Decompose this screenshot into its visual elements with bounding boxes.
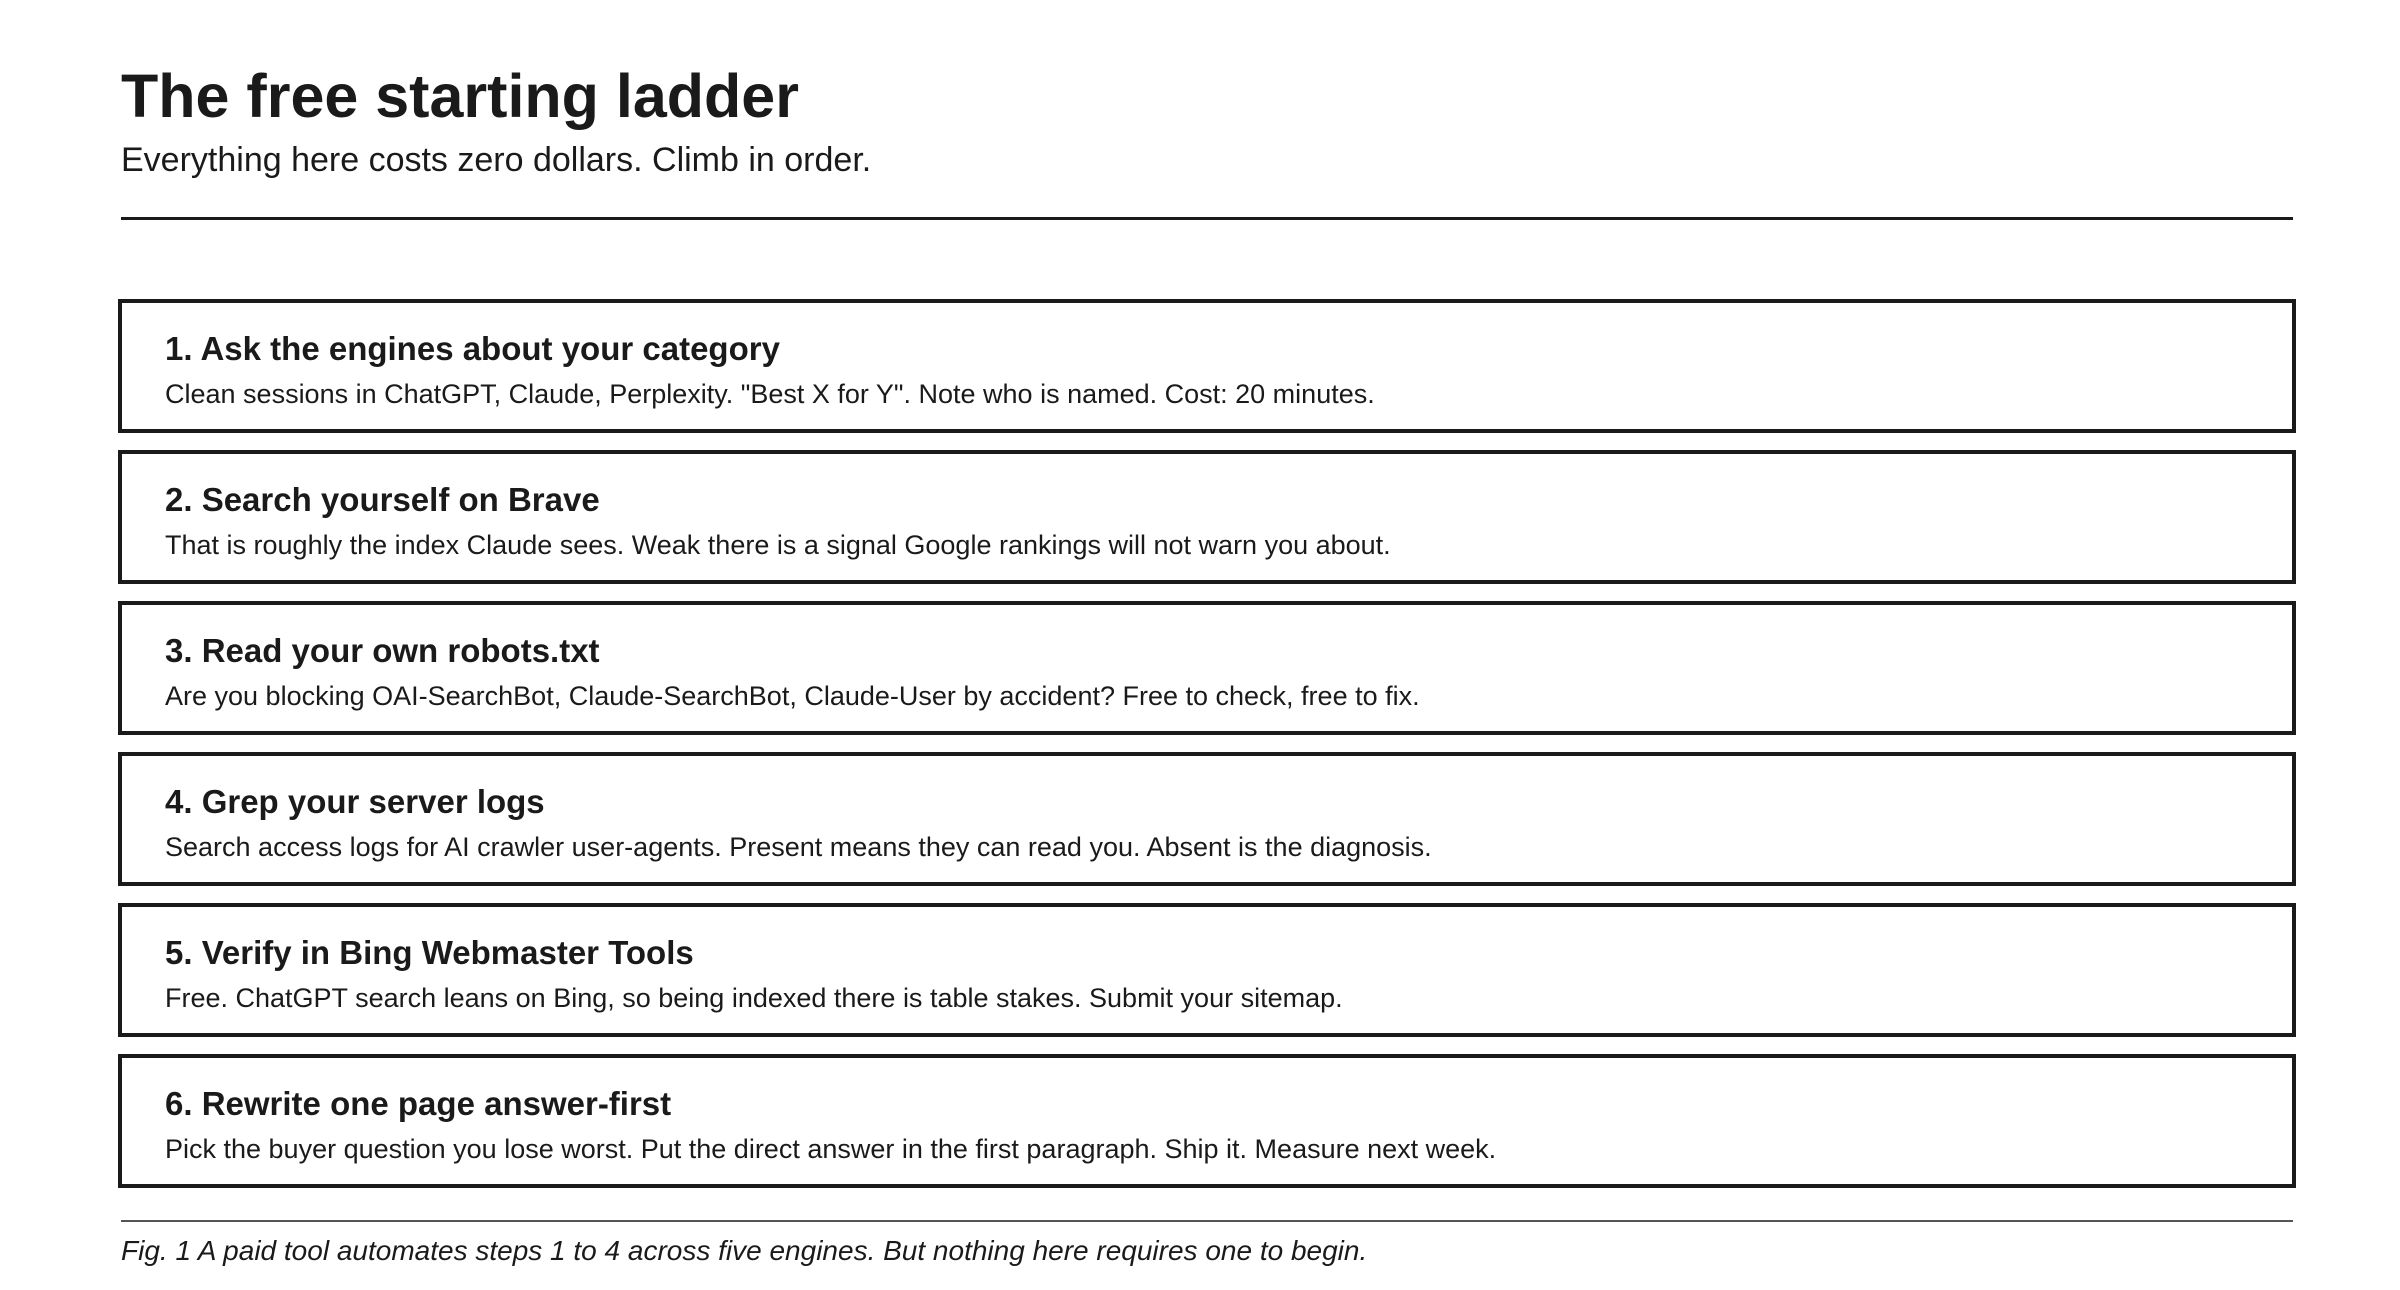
step-description: Pick the buyer question you lose worst. Put the direct answer in the first paragraph. Ship it. Measure next week. [165,1134,1497,1164]
step-card-5 [118,903,2296,1037]
step-title: 4. Grep your server logs [165,783,545,820]
page-subtitle: Everything here costs zero dollars. Climb in order. [121,141,872,179]
step-description: Are you blocking OAI-SearchBot, Claude-SearchBot, Claude-User by accident? Free to check, free to fix. [165,681,1420,711]
step-card-1 [118,299,2296,433]
caption-divider [121,1220,2293,1222]
step-description: Clean sessions in ChatGPT, Claude, Perplexity. "Best X for Y". Note who is named. Cost: 20 minutes. [165,379,1375,409]
step-title: 3. Read your own robots.txt [165,632,600,669]
step-card-2 [118,450,2296,584]
step-description: Free. ChatGPT search leans on Bing, so being indexed there is table stakes. Submit your sitemap. [165,983,1343,1013]
page-title: The free starting ladder [121,62,799,130]
page-header [121,58,2293,182]
step-card-3 [118,601,2296,735]
header-divider [121,217,2293,220]
step-title: 2. Search yourself on Brave [165,481,600,518]
step-title: 1. Ask the engines about your category [165,330,780,367]
step-title: 5. Verify in Bing Webmaster Tools [165,934,694,971]
figure-caption: Fig. 1 A paid tool automates steps 1 to 4 across five engines. But nothing here requires one to begin. [121,1235,1368,1266]
step-card-4 [118,752,2296,886]
steps-list [118,299,2296,1205]
step-card-6 [118,1054,2296,1188]
step-description: Search access logs for AI crawler user-agents. Present means they can read you. Absent is the diagnosis. [165,832,1432,862]
step-title: 6. Rewrite one page answer-first [165,1085,672,1122]
step-description: That is roughly the index Claude sees. Weak there is a signal Google rankings will not warn you about. [165,530,1391,560]
